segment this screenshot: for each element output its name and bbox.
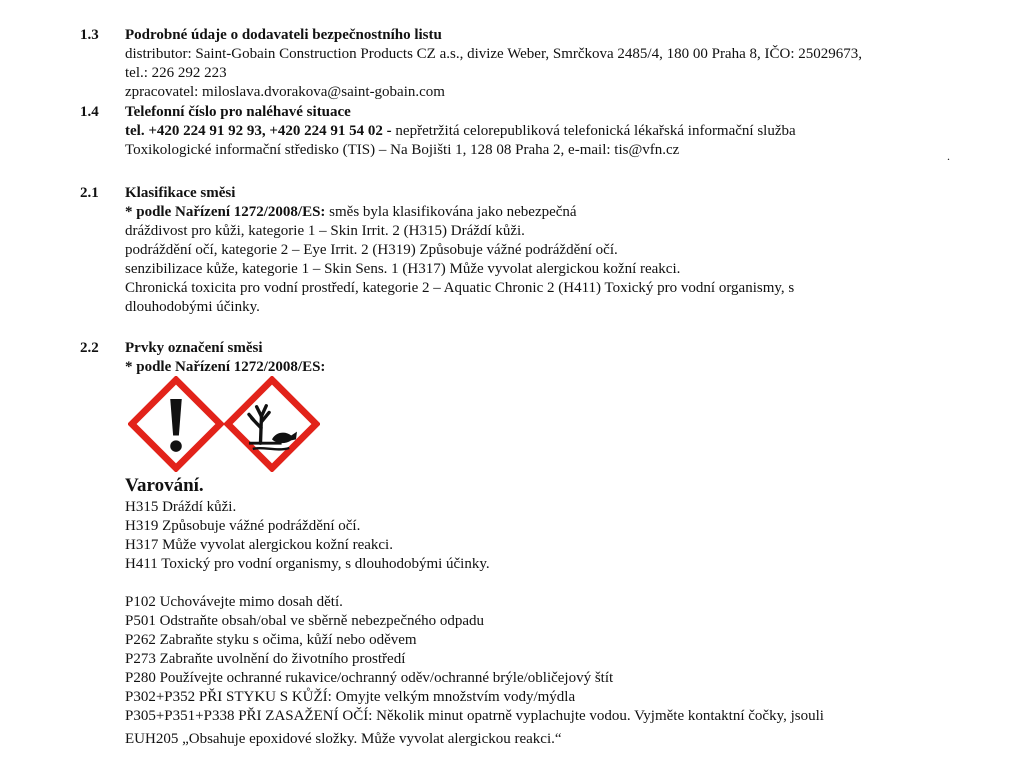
p-statement: P305+P351+P338 PŘI ZASAŽENÍ OČÍ: Několik minut opatrně vyplachujte vodou. Vyjměte kontaktní čočky, jsouli [125,708,824,724]
stray-mark: . [947,149,950,163]
h-statement: H317 Může vyvolat alergickou kožní reakci. [125,537,393,553]
section-number-1-3: 1.3 [80,27,99,43]
h-statement: H411 Toxický pro vodní organismy, s dlouhodobými účinky. [125,556,490,572]
water-line [253,448,289,449]
distributor-line: distributor: Saint-Gobain Construction Products CZ a.s., divize Weber, Smrčkova 2485/4, 180 00 Praha 8, IČO: 25029673, [125,46,862,62]
classification-line: dráždivost pro kůži, kategorie 1 – Skin Irrit. 2 (H315) Dráždí kůži. [125,223,525,239]
diamond-border [228,380,316,468]
p-statement: P280 Používejte ochranné rukavice/ochranný oděv/ochranné brýle/obličejový štít [125,670,614,686]
section-2-1 [125,184,1005,317]
section-title: Prvky označení směsi [125,340,263,356]
regulation-text: směs byla klasifikována jako nebezpečná [325,204,577,220]
section-title: Klasifikace směsi [125,185,236,201]
emergency-phones: tel. +420 224 91 92 93, +420 224 91 54 02 - [125,123,392,139]
p-statement: P273 Zabraňte uvolnění do životního prostředí [125,651,406,667]
exclamation-dot [170,440,182,452]
signal-word: Varování. [125,475,204,496]
section-number-2-1: 2.1 [80,185,99,201]
ghs07-exclamation-pictogram [128,376,224,472]
regulation-line [125,203,1005,222]
phone-line: tel.: 226 292 223 [125,65,227,81]
section-number-1-4: 1.4 [80,104,99,120]
exclamation-mark-icon [128,376,224,472]
classification-line: dlouhodobými účinky. [125,299,260,315]
p-statement: P501 Odstraňte obsah/obal ve sběrně nebezpečného odpadu [125,613,485,629]
classification-line: senzibilizace kůže, kategorie 1 – Skin Sens. 1 (H317) Může vyvolat alergickou kožní reakci. [125,261,681,277]
section-1-4 [125,103,1005,160]
h-statement: H319 Způsobuje vážné podráždění očí. [125,518,361,534]
section-1-3 [125,26,1005,102]
classification-line: podráždění očí, kategorie 2 – Eye Irrit. 2 (H319) Způsobuje vážné podráždění očí. [125,242,618,258]
section-2-2 [125,339,1005,377]
section-title: Podrobné údaje o dodavateli bezpečnostního listu [125,27,442,43]
classification-line: Chronická toxicita pro vodní prostředí, kategorie 2 – Aquatic Chronic 2 (H411) Toxický pro vodní organismy, s [125,280,795,296]
ghs09-environment-pictogram [224,376,320,472]
label-elements [125,474,1005,749]
section-number-2-2: 2.2 [80,340,99,356]
emergency-phones-line [125,122,1005,141]
emergency-service-text: nepřetržitá celorepubliková telefonická lékařská informační služba [391,123,796,139]
processor-line: zpracovatel: miloslava.dvorakova@saint-gobain.com [125,84,445,100]
euh-statement: EUH205 „Obsahuje epoxidové složky. Může vyvolat alergickou reakci.“ [125,731,562,747]
p-statement: P302+P352 PŘI STYKU S KŮŽÍ: Omyjte velkým množstvím vody/mýdla [125,689,576,705]
p-statement: P262 Zabraňte styku s očima, kůží nebo oděvem [125,632,417,648]
environment-hazard-icon [224,376,320,472]
regulation-ref: * podle Nařízení 1272/2008/ES: [125,359,326,375]
regulation-ref: * podle Nařízení 1272/2008/ES: [125,204,326,220]
p-statement: P102 Uchovávejte mimo dosah dětí. [125,594,343,610]
tis-line: Toxikologické informační středisko (TIS) – Na Bojišti 1, 128 08 Praha 2, e-mail: tis@vfn.cz [125,142,680,158]
h-statement: H315 Dráždí kůži. [125,499,237,515]
section-title: Telefonní číslo pro naléhavé situace [125,104,351,120]
spacer [125,574,1005,593]
